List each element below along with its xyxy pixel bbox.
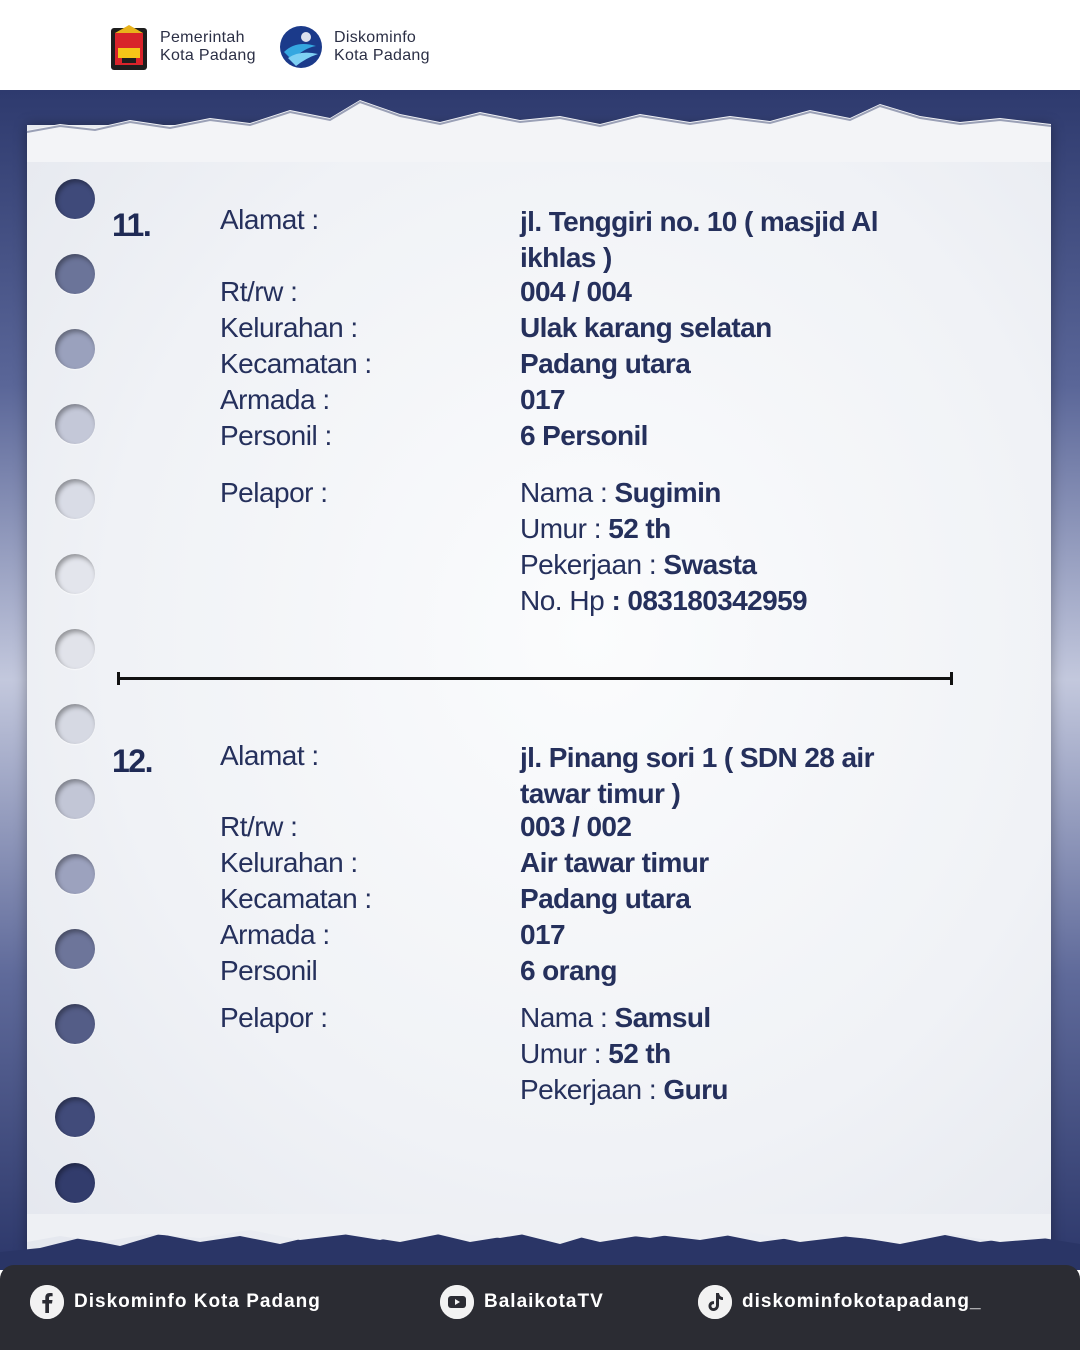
binder-hole — [55, 554, 95, 594]
value-armada: 017 — [520, 384, 565, 415]
torn-edge-top — [0, 92, 1080, 162]
binder-hole — [55, 704, 95, 744]
value-alamat: jl. Tenggiri no. 10 ( masjid Al ikhlas ) — [520, 206, 878, 273]
footer-bar — [0, 1265, 1080, 1350]
value-personil: 6 Personil — [520, 420, 648, 451]
value-personil: 6 orang — [520, 955, 617, 986]
pelapor-hp — [520, 585, 807, 617]
pelapor-nama-label: Nama : — [520, 477, 615, 508]
binder-hole — [55, 329, 95, 369]
binder-hole — [55, 1004, 95, 1044]
pelapor-umur-label: Umur : — [520, 1038, 609, 1069]
value-rtrw: 003 / 002 — [520, 811, 632, 842]
youtube-icon — [440, 1285, 474, 1319]
header — [0, 0, 1080, 90]
label-alamat: Alamat : — [220, 204, 319, 235]
binder-hole — [55, 1163, 95, 1203]
pelapor-pekerjaan — [520, 549, 756, 581]
social-facebook[interactable] — [30, 1285, 321, 1319]
label-rtrw: Rt/rw : — [220, 276, 298, 307]
org-diskominfo — [278, 22, 430, 72]
label-rtrw: Rt/rw : — [220, 811, 298, 842]
binder-hole — [55, 779, 95, 819]
pelapor-pekerjaan-value: Swasta — [663, 549, 757, 580]
tiktok-label: diskominfokotapadang_ — [742, 1291, 982, 1312]
value-alamat: jl. Pinang sori 1 ( SDN 28 air tawar timur ) — [520, 742, 874, 809]
facebook-label: Diskominfo Kota Padang — [74, 1291, 321, 1312]
label-kelurahan: Kelurahan : — [220, 847, 358, 878]
value-rtrw: 004 / 004 — [520, 276, 632, 307]
entry-divider — [117, 677, 953, 680]
pelapor-nama-value: Samsul — [614, 1002, 711, 1033]
label-armada: Armada : — [220, 384, 330, 415]
binder-hole — [55, 404, 95, 444]
org1-line2: Kota Padang — [160, 47, 256, 64]
label-personil: Personil — [220, 955, 318, 986]
pelapor-pekerjaan — [520, 1074, 728, 1106]
org1-line1: Pemerintah — [160, 29, 245, 46]
value-kelurahan: Air tawar timur — [520, 847, 709, 878]
binder-hole — [55, 479, 95, 519]
value-armada: 017 — [520, 919, 565, 950]
pelapor-nama-value: Sugimin — [614, 477, 721, 508]
pelapor-umur-value: 52 th — [608, 513, 671, 544]
binder-hole — [55, 629, 95, 669]
binder-hole — [55, 254, 95, 294]
pelapor-pekerjaan-label: Pekerjaan : — [520, 1074, 664, 1105]
youtube-label: BalaikotaTV — [484, 1291, 604, 1312]
padang-crest-logo — [108, 22, 150, 72]
label-kecamatan: Kecamatan : — [220, 883, 372, 914]
pelapor-hp-value: : 083180342959 — [611, 585, 808, 616]
label-kelurahan: Kelurahan : — [220, 312, 358, 343]
org2-line1: Diskominfo — [334, 29, 417, 46]
pelapor-umur-label: Umur : — [520, 513, 609, 544]
social-youtube[interactable] — [440, 1285, 604, 1319]
value-kelurahan: Ulak karang selatan — [520, 312, 772, 343]
label-kecamatan: Kecamatan : — [220, 348, 372, 379]
label-pelapor: Pelapor : — [220, 1002, 328, 1033]
org2-line2: Kota Padang — [334, 47, 430, 64]
pelapor-hp-label: No. Hp — [520, 585, 612, 616]
entry-number: 12. — [112, 743, 152, 779]
label-armada: Armada : — [220, 919, 330, 950]
label-personil: Personil : — [220, 420, 332, 451]
binder-hole — [55, 854, 95, 894]
pelapor-umur-value: 52 th — [608, 1038, 671, 1069]
pelapor-nama-label: Nama : — [520, 1002, 615, 1033]
pelapor-umur — [520, 1038, 671, 1070]
pelapor-nama — [520, 1002, 711, 1034]
binder-hole — [55, 179, 95, 219]
social-tiktok[interactable] — [698, 1285, 982, 1319]
pelapor-umur — [520, 513, 671, 545]
value-kecamatan: Padang utara — [520, 348, 691, 379]
pelapor-pekerjaan-label: Pekerjaan : — [520, 549, 664, 580]
torn-edge-bottom — [0, 1208, 1080, 1270]
binder-hole — [55, 929, 95, 969]
pelapor-pekerjaan-value: Guru — [663, 1074, 728, 1105]
facebook-icon — [30, 1285, 64, 1319]
label-pelapor: Pelapor : — [220, 477, 328, 508]
value-kecamatan: Padang utara — [520, 883, 691, 914]
label-alamat: Alamat : — [220, 740, 319, 771]
entry-number: 11. — [112, 207, 151, 243]
tiktok-icon — [698, 1285, 732, 1319]
binder-hole — [55, 1097, 95, 1137]
org-pemerintah — [108, 22, 256, 72]
kominfo-logo — [278, 22, 324, 72]
pelapor-nama — [520, 477, 721, 509]
